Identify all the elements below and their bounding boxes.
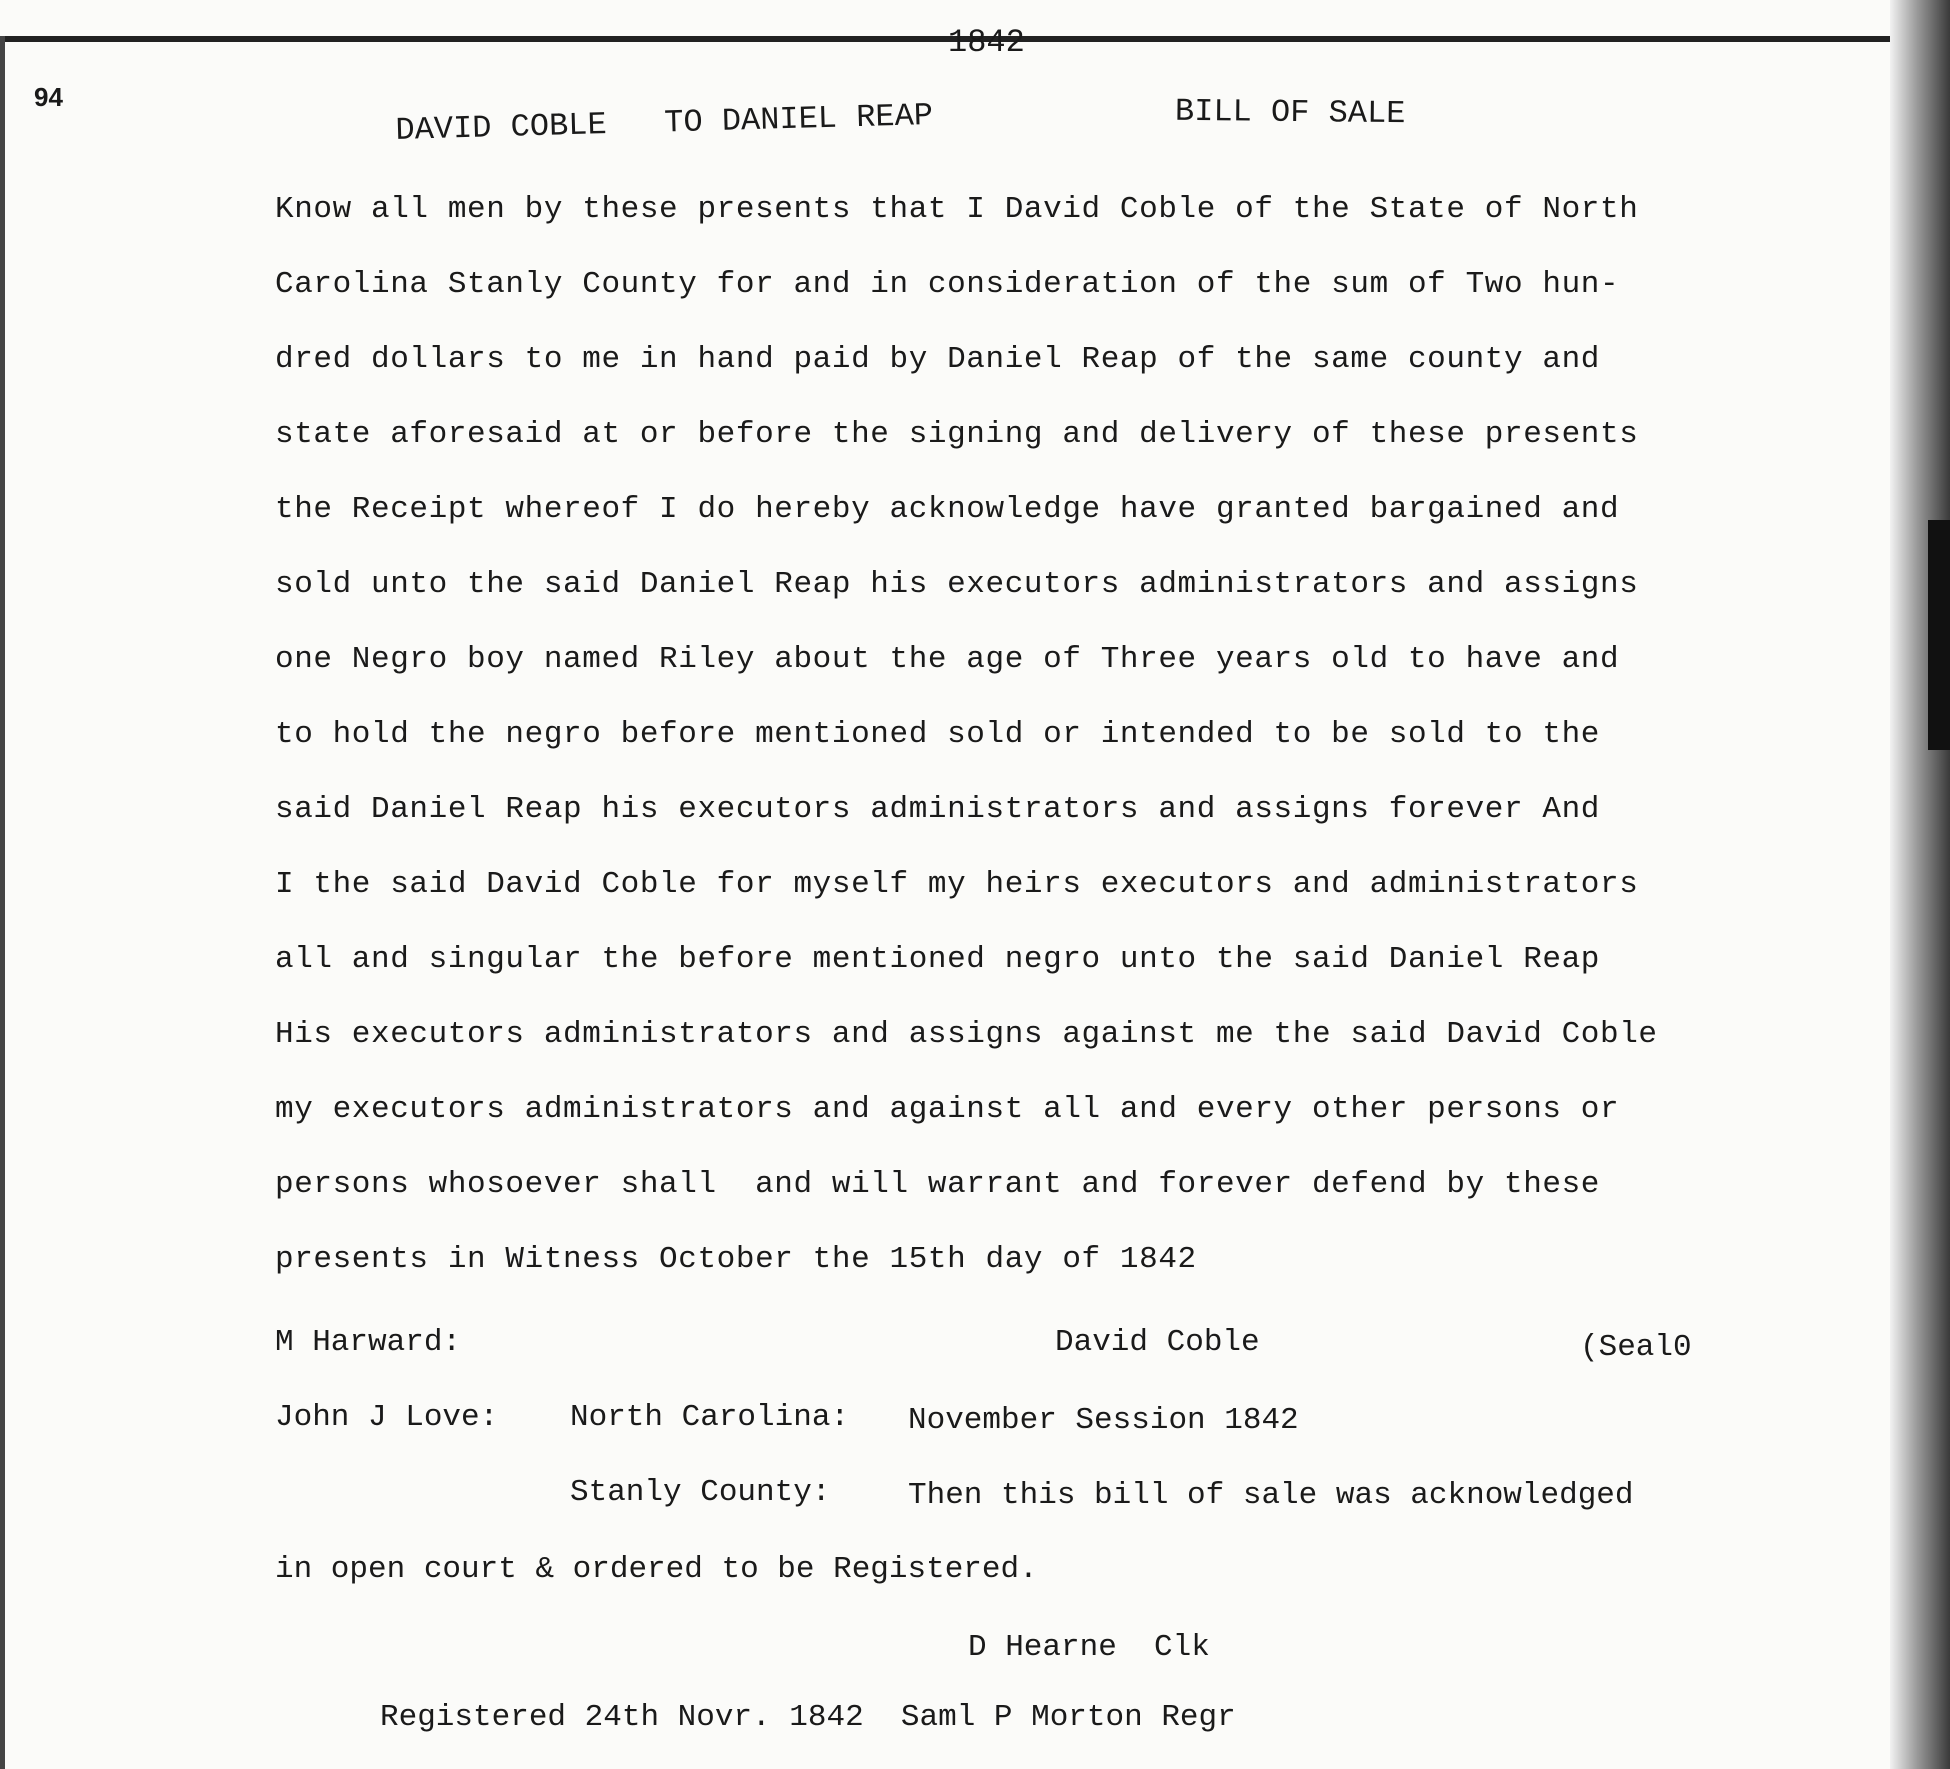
court-session: November Session 1842 <box>908 1403 1299 1438</box>
bill-of-sale-body <box>275 172 1795 1297</box>
body-line: Know all men by these presents that I David Coble of the State of North <box>275 192 1639 227</box>
seal-mark: (Seal0 <box>1580 1330 1692 1365</box>
page-binding-shadow <box>1890 0 1950 1769</box>
acknowledgement-continued: in open court & ordered to be Registered. <box>275 1552 1038 1587</box>
acknowledgement-text: Then this bill of sale was acknowledged <box>908 1478 1634 1513</box>
body-line: presents in Witness October the 15th day of 1842 <box>275 1242 1197 1277</box>
body-line: state aforesaid at or before the signing and delivery of these presents <box>275 417 1639 452</box>
body-line: I the said David Coble for myself my heirs executors and administrators <box>275 867 1639 902</box>
body-line: the Receipt whereof I do hereby acknowledge have granted bargained and <box>275 492 1620 527</box>
body-line: said Daniel Reap his executors administrators and assigns forever And <box>275 792 1601 827</box>
clerk-signature: D Hearne Clk <box>968 1630 1210 1665</box>
body-line: to hold the negro before mentioned sold or intended to be sold to the <box>275 717 1601 752</box>
court-state: North Carolina: <box>570 1400 850 1435</box>
page-number: 94 <box>34 82 63 112</box>
body-line: sold unto the said Daniel Reap his executors administrators and assigns <box>275 567 1639 602</box>
heading-title: BILL OF SALE <box>1174 92 1406 133</box>
body-line: all and singular the before mentioned negro unto the said Daniel Reap <box>275 942 1601 977</box>
page-left-edge <box>0 36 5 1769</box>
body-line: my executors administrators and against all and every other persons or <box>275 1092 1620 1127</box>
body-line: dred dollars to me in hand paid by Daniel Reap of the same county and <box>275 342 1601 377</box>
body-line: Carolina Stanly County for and in consideration of the sum of Two hun- <box>275 267 1620 302</box>
body-line: one Negro boy named Riley about the age of Three years old to have and <box>275 642 1620 677</box>
document-year: 1842 <box>948 24 1025 61</box>
signer-name: David Coble <box>1055 1325 1260 1360</box>
heading-parties: DAVID COBLE TO DANIEL REAP <box>395 96 934 149</box>
witness-harward: M Harward: <box>275 1325 462 1360</box>
body-line: persons whosoever shall and will warrant and forever defend by these <box>275 1167 1601 1202</box>
court-county: Stanly County: <box>570 1475 831 1510</box>
witness-love: John J Love: <box>275 1400 499 1435</box>
registration-note: Registered 24th Novr. 1842 Saml P Morton Regr <box>380 1700 1236 1735</box>
body-line: His executors administrators and assigns against me the said David Coble <box>275 1017 1658 1052</box>
page-binding-dark-edge <box>1928 520 1950 750</box>
